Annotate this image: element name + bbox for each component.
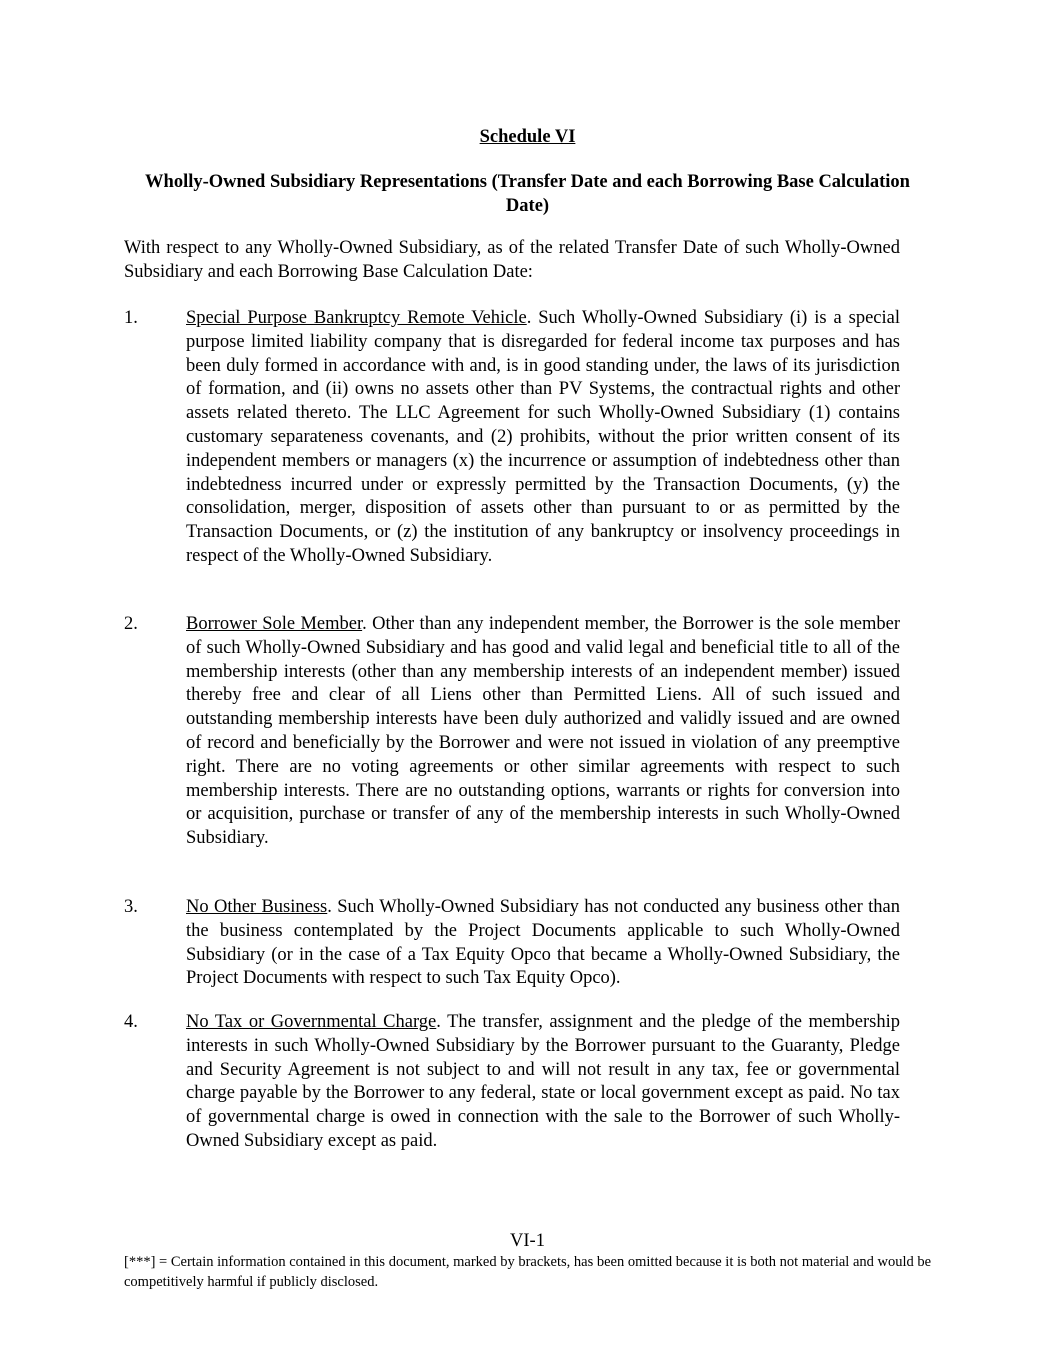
item-title: Special Purpose Bankruptcy Remote Vehicle bbox=[186, 308, 527, 328]
item-title: No Other Business bbox=[186, 897, 328, 917]
item-number: 3. bbox=[124, 897, 138, 917]
item-title: Borrower Sole Member bbox=[186, 614, 363, 634]
item-text: . The transfer, assignment and the pledge of the membership interests in such Wholly-Owned Subsidiary by the Borrower pursuant to the Guaranty, Pledge and Security Agreement is not subject to and will not result in any tax, fee or governmental charge payable by the Borrower to any federal, state or local government except as paid. No tax of governmental charge is owed in connection with the sale to the Borrower of such Wholly-Owned Subsidiary except as paid. bbox=[186, 1012, 900, 1151]
item-text: . Such Wholly-Owned Subsidiary has not conducted any business other than the business contemplated by the Project Documents applicable to such Wholly-Owned Subsidiary (or in the case of a Tax Equity Opco that became a Wholly-Owned Subsidiary, the Project Documents with respect to such Tax Equity Opco). bbox=[186, 897, 900, 989]
item-text: . Other than any independent member, the Borrower is the sole member of such Wholly-Owned Subsidiary and has good and valid legal and beneficial title to all of the membership interests (other than any membership interests of an independent member) issued thereby free and clear of all Liens other than Permitted Liens. All of such issued and outstanding membership interests have been duly authorized and validly issued and are owned of record and beneficially by the Borrower and were not issued in violation of any preemptive right. There are no voting agreements or other similar agreements with respect to such membership interests. There are no outstanding options, warrants or rights for conversion into or acquisition, purchase or transfer of any of the membership interests in such Wholly-Owned Subsidiary. bbox=[186, 614, 900, 849]
footnote: [***] = Certain information contained in this document, marked by brackets, has been omitted because it is both not material and would be competitively harmful if publicly disclosed. bbox=[124, 1254, 932, 1290]
item-body bbox=[186, 613, 900, 851]
schedule-title: Schedule VI bbox=[479, 127, 576, 147]
intro-paragraph: With respect to any Wholly-Owned Subsidiary, as of the related Transfer Date of such Wholly-Owned Subsidiary and each Borrowing Base Calculation Date: bbox=[124, 238, 900, 282]
item-number: 1. bbox=[124, 308, 138, 328]
item-number: 2. bbox=[124, 614, 138, 634]
page-number: VI-1 bbox=[510, 1231, 545, 1251]
item-body bbox=[186, 896, 900, 991]
item-body bbox=[186, 1011, 900, 1154]
item-text: . Such Wholly-Owned Subsidiary (i) is a special purpose limited liability company that is disregarded for federal income tax purposes and has been duly formed in accordance with and, is in good standing under, the laws of its jurisdiction of formation, and (ii) owns no assets other than PV Systems, the contractual rights and other assets related thereto. The LLC Agreement for such Wholly-Owned Subsidiary (1) contains customary separateness covenants, and (2) prohibits, without the prior written consent of its independent members or managers (x) the incurrence or assumption of indebtedness other than indebtedness incurred under or expressly permitted by the Transaction Documents, (y) the consolidation, merger, disposition of assets other than pursuant to or as permitted by the Transaction Documents, or (z) the institution of any bankruptcy or insolvency proceedings in respect of the Wholly-Owned Subsidiary. bbox=[186, 308, 901, 566]
item-body bbox=[186, 307, 900, 569]
item-title: No Tax or Governmental Charge bbox=[186, 1012, 437, 1032]
item-number: 4. bbox=[124, 1012, 138, 1032]
section-heading: Wholly-Owned Subsidiary Representations (Transfer Date and each Borrowing Base Calculation Date) bbox=[145, 172, 910, 216]
